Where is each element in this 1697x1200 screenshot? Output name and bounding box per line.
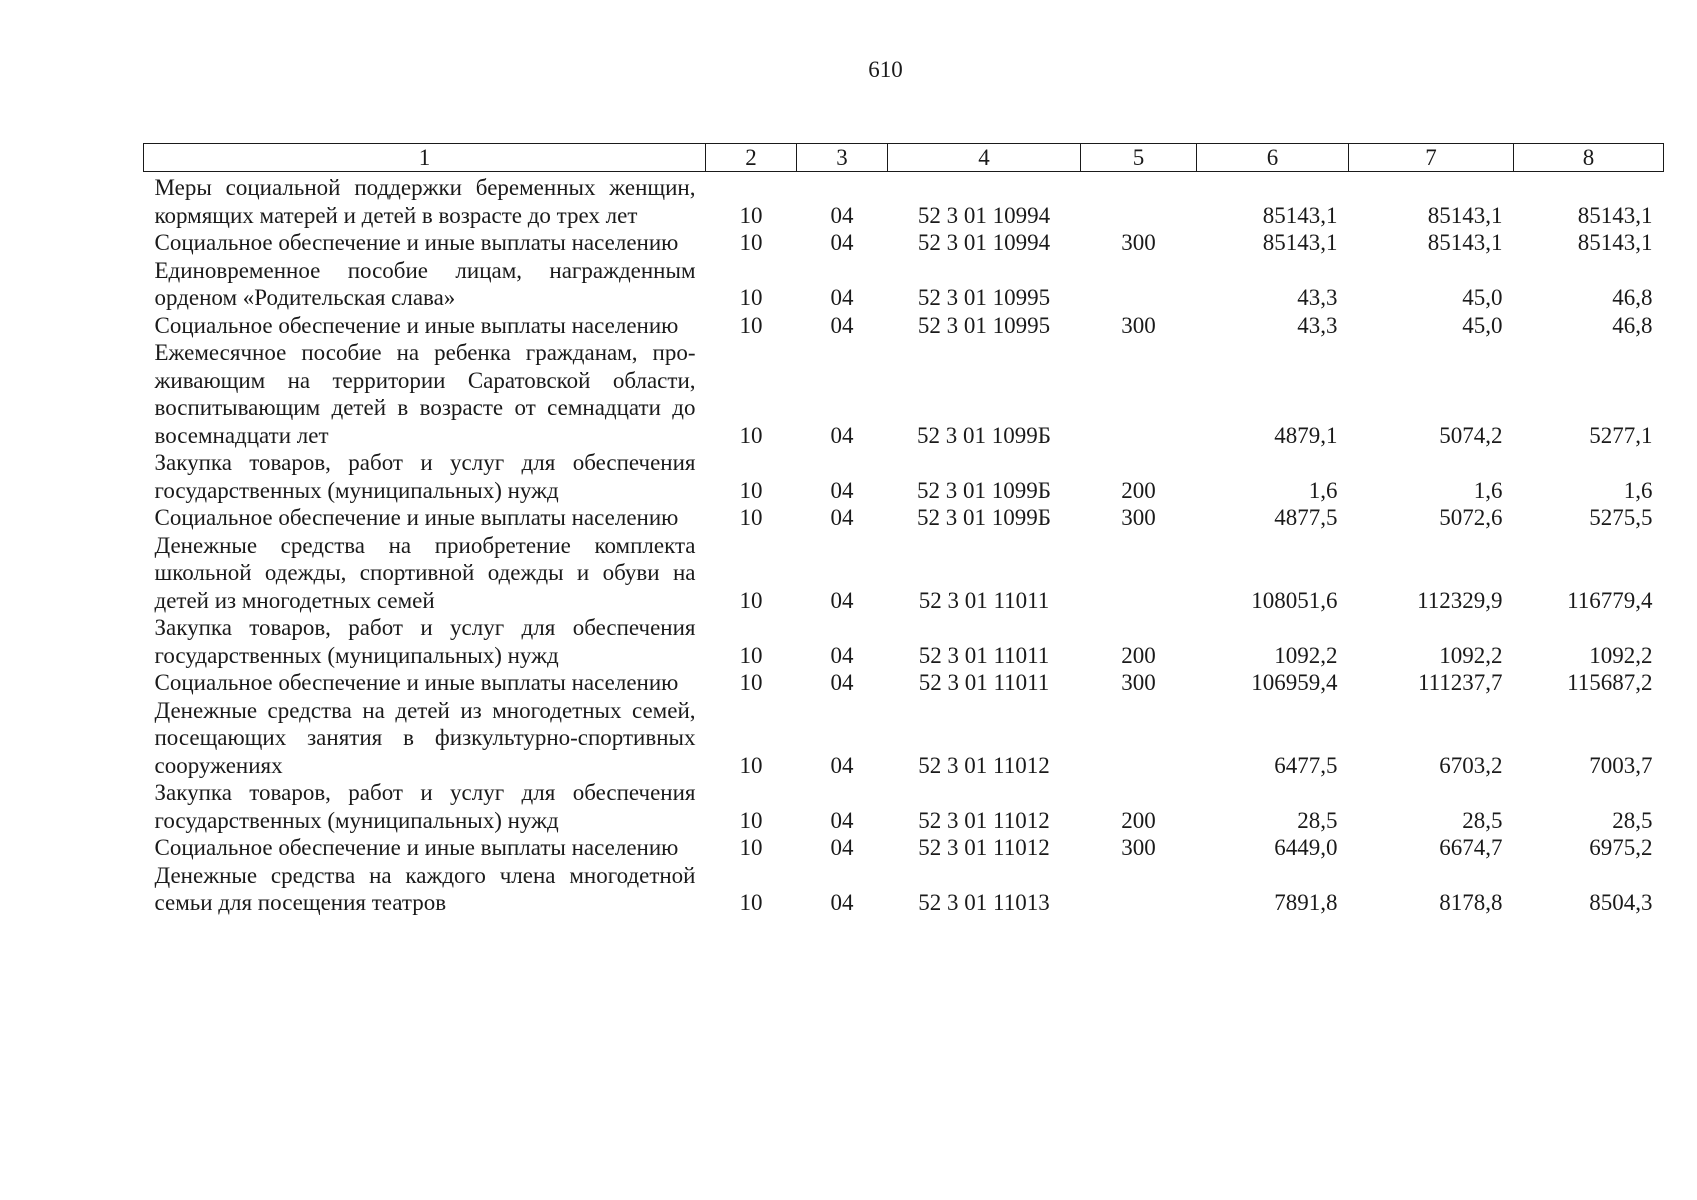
- row-target-code: 52 3 01 1099Б: [917, 477, 1051, 503]
- row-subsection: 04: [830, 422, 854, 448]
- row-subsection: 04: [830, 670, 854, 695]
- row-expense-type: 300: [1121, 230, 1156, 255]
- row-expense-type: 200: [1121, 477, 1156, 503]
- row-subsection: 04: [830, 642, 854, 668]
- row-expense-type: [1081, 339, 1197, 449]
- row-value-8: 8504,3: [1589, 890, 1653, 915]
- row-value-7: 1092,2: [1439, 642, 1503, 668]
- table-header: [144, 144, 1664, 172]
- row-expense-type: [1081, 532, 1197, 615]
- row-section: 10: [739, 890, 763, 915]
- row-expense-type: 300: [1121, 505, 1156, 530]
- row-expense-type: [1081, 862, 1197, 917]
- row-value-7: 6674,7: [1439, 835, 1503, 860]
- table-row: [144, 504, 1664, 532]
- row-value-8: 116779,4: [1567, 587, 1653, 613]
- row-value-7: 111237,7: [1417, 670, 1503, 695]
- row-name: Социальное обеспечение и иные выплаты населению: [154, 670, 679, 695]
- row-subsection: 04: [830, 312, 854, 338]
- row-expense-type: [1081, 257, 1197, 312]
- row-target-code: 52 3 01 11013: [918, 890, 1050, 915]
- row-target-code: 52 3 01 11011: [918, 587, 1050, 613]
- row-target-code: 52 3 01 1099Б: [917, 422, 1051, 448]
- row-section: 10: [739, 642, 763, 668]
- row-subsection: 04: [830, 587, 854, 613]
- row-target-code: 52 3 01 10994: [917, 202, 1051, 228]
- row-value-8: 85143,1: [1577, 230, 1653, 255]
- row-value-6: 108051,6: [1251, 587, 1338, 613]
- row-name: Единовременное пособие лицам, награжденным орденом «Родительская слава»: [154, 257, 696, 310]
- row-name: Социальное обеспечение и иные выплаты населению: [154, 312, 679, 338]
- row-subsection: 04: [830, 752, 854, 778]
- row-target-code: 52 3 01 10995: [917, 312, 1051, 338]
- table-row: [144, 532, 1664, 615]
- row-section: 10: [739, 422, 763, 448]
- row-expense-type: 300: [1121, 312, 1156, 338]
- budget-table: [143, 143, 1664, 917]
- row-value-8: 7003,7: [1589, 752, 1653, 778]
- row-name: Закупка товаров, работ и услуг для обеспечения государственных (муниципальных) нужд: [154, 780, 696, 833]
- column-header-8: 8: [1514, 144, 1664, 172]
- row-value-7: 1,6: [1473, 477, 1503, 503]
- row-target-code: 52 3 01 11012: [918, 807, 1050, 833]
- row-value-8: 85143,1: [1577, 202, 1653, 228]
- row-value-7: 5072,6: [1439, 505, 1503, 530]
- row-value-6: 43,3: [1297, 285, 1338, 310]
- row-value-6: 85143,1: [1262, 202, 1338, 228]
- table-row: [144, 614, 1664, 669]
- table-row: [144, 862, 1664, 917]
- row-expense-type: [1081, 172, 1197, 230]
- row-name: Социальное обеспечение и иные выплаты населению: [154, 835, 679, 860]
- row-section: 10: [739, 477, 763, 503]
- row-expense-type: 200: [1121, 642, 1156, 668]
- column-header-5: 5: [1081, 144, 1197, 172]
- row-section: 10: [739, 670, 763, 695]
- row-value-7: 28,5: [1462, 807, 1503, 833]
- row-value-6: 4877,5: [1274, 505, 1338, 530]
- table-row: [144, 172, 1664, 230]
- row-value-7: 5074,2: [1439, 422, 1503, 448]
- row-value-6: 6477,5: [1274, 752, 1338, 778]
- row-subsection: 04: [830, 835, 854, 860]
- row-subsection: 04: [830, 230, 854, 255]
- row-section: 10: [739, 312, 763, 338]
- row-target-code: 52 3 01 1099Б: [917, 505, 1051, 530]
- row-subsection: 04: [830, 477, 854, 503]
- row-value-6: 1,6: [1308, 477, 1338, 503]
- row-value-8: 46,8: [1612, 285, 1653, 310]
- table-row: [144, 257, 1664, 312]
- row-expense-type: 300: [1121, 835, 1156, 860]
- row-expense-type: 200: [1121, 807, 1156, 833]
- row-name: Денежные средства на детей из многодетных семей, посещающих занятия в физкультурно-спортивных сооружениях: [154, 697, 696, 778]
- row-value-8: 5275,5: [1589, 505, 1653, 530]
- row-target-code: 52 3 01 11011: [918, 642, 1050, 668]
- column-header-1: 1: [144, 144, 706, 172]
- row-name: Ежемесячное пособие на ребенка гражданам, проживающим на территории Саратовской области, воспитывающим детей в возрасте от семнадцати до восемнадцати лет: [154, 340, 696, 448]
- table-row: [144, 339, 1664, 449]
- row-subsection: 04: [830, 807, 854, 833]
- row-section: 10: [739, 285, 763, 310]
- row-subsection: 04: [830, 285, 854, 310]
- row-subsection: 04: [830, 505, 854, 530]
- table-row: [144, 834, 1664, 862]
- row-subsection: 04: [830, 202, 854, 228]
- row-value-7: 112329,9: [1417, 587, 1503, 613]
- row-name: Закупка товаров, работ и услуг для обеспечения государственных (муниципальных) нужд: [154, 615, 696, 668]
- row-section: 10: [739, 202, 763, 228]
- row-value-8: 5277,1: [1589, 422, 1653, 448]
- row-value-6: 7891,8: [1274, 890, 1338, 915]
- row-section: 10: [739, 835, 763, 860]
- row-value-6: 1092,2: [1274, 642, 1338, 668]
- column-header-2: 2: [706, 144, 797, 172]
- row-target-code: 52 3 01 11011: [918, 670, 1050, 695]
- row-value-8: 115687,2: [1567, 670, 1653, 695]
- header-row: [144, 144, 1664, 172]
- row-subsection: 04: [830, 890, 854, 915]
- page-number: 610: [868, 57, 903, 82]
- row-name: Денежные средства на каждого члена многодетной семьи для посещения театров: [154, 862, 696, 915]
- row-name: Меры социальной поддержки беременных женщин, кормящих матерей и детей в возрасте до трех лет: [154, 175, 696, 228]
- row-value-7: 45,0: [1462, 285, 1503, 310]
- column-header-6: 6: [1197, 144, 1349, 172]
- row-value-8: 1,6: [1623, 477, 1653, 503]
- table-row: [144, 449, 1664, 504]
- row-value-8: 28,5: [1612, 807, 1653, 833]
- row-target-code: 52 3 01 10994: [917, 230, 1051, 255]
- column-header-3: 3: [797, 144, 888, 172]
- column-header-4: 4: [888, 144, 1081, 172]
- row-value-7: 45,0: [1462, 312, 1503, 338]
- row-section: 10: [739, 807, 763, 833]
- row-value-7: 85143,1: [1427, 202, 1503, 228]
- row-section: 10: [739, 752, 763, 778]
- row-value-6: 28,5: [1297, 807, 1338, 833]
- row-value-6: 6449,0: [1274, 835, 1338, 860]
- row-expense-type: 300: [1121, 670, 1156, 695]
- table-body: [144, 172, 1664, 917]
- row-value-6: 106959,4: [1251, 670, 1338, 695]
- table-row: [144, 697, 1664, 780]
- row-section: 10: [739, 505, 763, 530]
- row-value-8: 6975,2: [1589, 835, 1653, 860]
- row-target-code: 52 3 01 10995: [917, 285, 1051, 310]
- row-expense-type: [1081, 697, 1197, 780]
- row-section: 10: [739, 587, 763, 613]
- row-value-8: 1092,2: [1589, 642, 1653, 668]
- row-name: Социальное обеспечение и иные выплаты населению: [154, 505, 679, 530]
- row-target-code: 52 3 01 11012: [918, 752, 1050, 778]
- row-value-6: 4879,1: [1274, 422, 1338, 448]
- row-value-7: 8178,8: [1439, 890, 1503, 915]
- row-target-code: 52 3 01 11012: [918, 835, 1050, 860]
- column-header-7: 7: [1349, 144, 1514, 172]
- table-row: [144, 669, 1664, 697]
- row-value-6: 85143,1: [1262, 230, 1338, 255]
- row-value-8: 46,8: [1612, 312, 1653, 338]
- row-value-7: 85143,1: [1427, 230, 1503, 255]
- row-section: 10: [739, 230, 763, 255]
- table-row: [144, 229, 1664, 257]
- table-row: [144, 312, 1664, 340]
- table-row: [144, 779, 1664, 834]
- row-value-6: 43,3: [1297, 312, 1338, 338]
- row-name: Денежные средства на приобретение комплекта школьной одежды, спортивной одежды и обуви на детей из многодетных семей: [154, 532, 696, 613]
- row-name: Закупка товаров, работ и услуг для обеспечения государственных (муниципальных) нужд: [154, 450, 696, 503]
- row-value-7: 6703,2: [1439, 752, 1503, 778]
- row-name: Социальное обеспечение и иные выплаты населению: [154, 230, 679, 255]
